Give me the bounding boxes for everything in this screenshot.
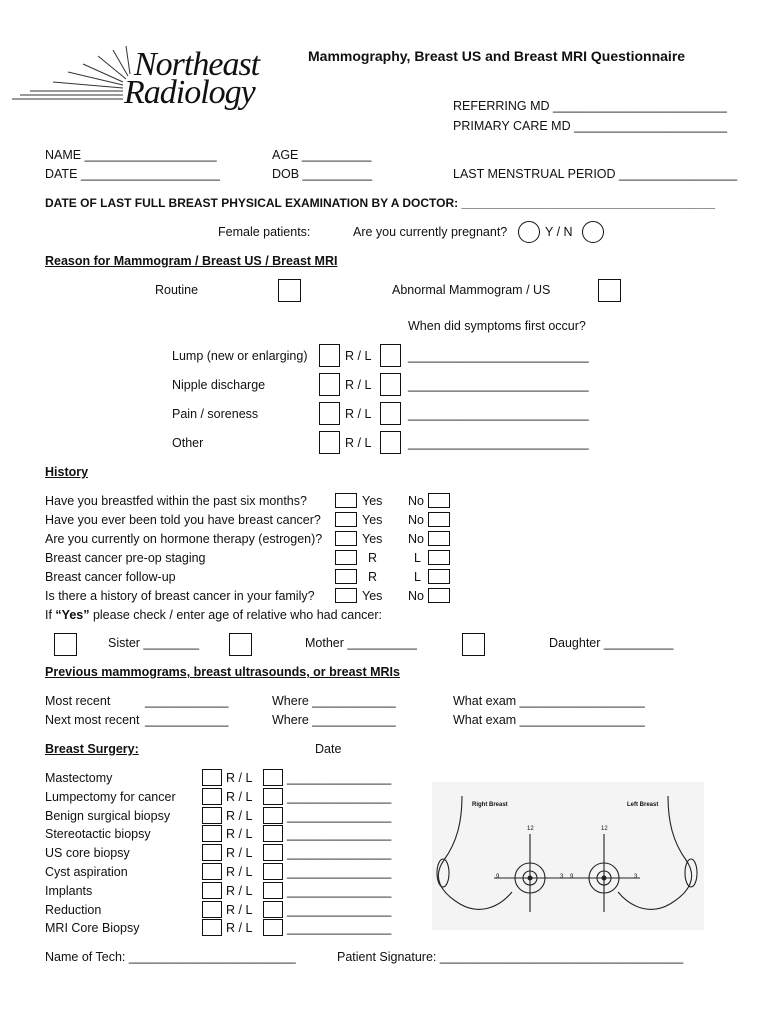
right-clock-12: 12: [527, 826, 534, 832]
surgery-label: US core biopsy: [45, 846, 130, 860]
history-option-b-checkbox[interactable]: [428, 569, 450, 584]
history-option-b-label: L: [414, 570, 421, 584]
history-question: Breast cancer follow-up: [45, 570, 176, 584]
surgery-right-checkbox[interactable]: [202, 844, 222, 861]
symptom-right-checkbox[interactable]: [319, 373, 340, 396]
surgery-date-line[interactable]: _______________: [287, 903, 392, 917]
if-yes-instruction: [45, 609, 382, 622]
surgery-date-line[interactable]: _______________: [287, 865, 392, 879]
history-option-a-checkbox[interactable]: [335, 531, 357, 546]
reason-heading: Reason for Mammogram / Breast US / Breast MRI: [45, 254, 338, 268]
left-clock-9: 9: [570, 874, 574, 880]
surgery-left-checkbox[interactable]: [263, 919, 283, 936]
rl-label: R / L: [345, 349, 372, 363]
history-question: Are you currently on hormone therapy (estrogen)?: [45, 532, 323, 546]
surgery-date-line[interactable]: _______________: [287, 884, 392, 898]
daughter-checkbox[interactable]: [462, 633, 485, 656]
surgery-date-line[interactable]: _______________: [287, 846, 392, 860]
history-option-a-label: R: [368, 570, 378, 584]
surgery-label: Benign surgical biopsy: [45, 809, 171, 823]
date-field[interactable]: DATE ____________________: [45, 167, 220, 181]
abnormal-checkbox[interactable]: [598, 279, 621, 302]
dob-field[interactable]: DOB __________: [272, 167, 373, 181]
last-exam-date-field[interactable]: DATE OF LAST FULL BREAST PHYSICAL EXAMINATION BY A DOCTOR: ______________________________________: [45, 196, 716, 210]
symptoms-question: When did symptoms first occur?: [408, 319, 586, 333]
surgery-label: Stereotactic biopsy: [45, 827, 151, 841]
tech-name-field[interactable]: Name of Tech: ________________________: [45, 950, 296, 964]
next-most-recent-where-field[interactable]: Where ____________: [272, 713, 396, 727]
surgery-date-line[interactable]: _______________: [287, 809, 392, 823]
symptom-date-line[interactable]: __________________________: [408, 349, 589, 363]
if-yes-suffix: please check / enter age of relative who had cancer:: [89, 608, 383, 622]
if-yes-bold: “Yes”: [55, 608, 90, 622]
patient-signature-field[interactable]: Patient Signature: ___________________________________: [337, 950, 684, 964]
pregnancy-question: Are you currently pregnant?: [353, 225, 508, 239]
symptom-left-checkbox[interactable]: [380, 344, 401, 367]
history-option-a-label: Yes: [362, 589, 383, 603]
history-option-b-label: No: [408, 494, 424, 508]
surgery-left-checkbox[interactable]: [263, 844, 283, 861]
symptom-left-checkbox[interactable]: [380, 431, 401, 454]
mother-field[interactable]: Mother __________: [305, 636, 417, 650]
pregnant-no-radio[interactable]: [582, 221, 604, 243]
daughter-field[interactable]: Daughter __________: [549, 636, 674, 650]
page-title: Mammography, Breast US and Breast MRI Questionnaire: [308, 48, 686, 64]
surgery-label: Reduction: [45, 903, 102, 917]
surgery-right-checkbox[interactable]: [202, 825, 222, 842]
breast-surgery-heading: Breast Surgery:: [45, 742, 139, 756]
history-option-b-label: L: [414, 551, 421, 565]
last-menstrual-period-field[interactable]: LAST MENSTRUAL PERIOD _________________: [453, 167, 738, 181]
rl-label: R / L: [226, 884, 253, 898]
history-option-b-checkbox[interactable]: [428, 512, 450, 527]
history-option-a-checkbox[interactable]: [335, 512, 357, 527]
surgery-right-checkbox[interactable]: [202, 863, 222, 880]
symptom-label: Other: [172, 436, 204, 450]
surgery-label: Cyst aspiration: [45, 865, 128, 879]
surgery-right-checkbox[interactable]: [202, 919, 222, 936]
if-yes-prefix: If: [45, 608, 56, 622]
surgery-label: Lumpectomy for cancer: [45, 790, 176, 804]
history-option-a-label: Yes: [362, 513, 383, 527]
most-recent-exam-field[interactable]: What exam __________________: [453, 694, 645, 708]
symptom-label: Pain / soreness: [172, 407, 259, 421]
next-most-recent-date-line[interactable]: ____________: [145, 713, 229, 727]
history-option-b-checkbox[interactable]: [428, 493, 450, 508]
surgery-date-line[interactable]: _______________: [287, 921, 392, 935]
surgery-left-checkbox[interactable]: [263, 901, 283, 918]
rl-label: R / L: [226, 921, 253, 935]
left-clock-3: 3: [634, 874, 638, 880]
abnormal-label: Abnormal Mammogram / US: [392, 283, 551, 297]
female-patients-label: Female patients:: [218, 225, 311, 239]
history-option-b-checkbox[interactable]: [428, 550, 450, 565]
surgery-right-checkbox[interactable]: [202, 769, 222, 786]
rl-label: R / L: [226, 809, 253, 823]
history-option-a-checkbox[interactable]: [335, 493, 357, 508]
symptom-label: Nipple discharge: [172, 378, 266, 392]
symptom-left-checkbox[interactable]: [380, 402, 401, 425]
history-heading: History: [45, 465, 89, 479]
surgery-label: Mastectomy: [45, 771, 113, 785]
next-most-recent-exam-field[interactable]: What exam __________________: [453, 713, 645, 727]
history-question: Have you breastfed within the past six months?: [45, 494, 307, 508]
routine-label: Routine: [155, 283, 199, 297]
history-option-b-label: No: [408, 589, 424, 603]
left-breast-label: Left Breast: [627, 802, 659, 808]
surgery-label: MRI Core Biopsy: [45, 921, 140, 935]
pregnancy-options-label: Y / N: [545, 225, 573, 239]
logo-text-radiology: Radiology: [124, 74, 255, 111]
surgery-left-checkbox[interactable]: [263, 788, 283, 805]
history-option-a-label: Yes: [362, 494, 383, 508]
surgery-date-line[interactable]: _______________: [287, 790, 392, 804]
rl-label: R / L: [345, 378, 372, 392]
history-option-b-checkbox[interactable]: [428, 588, 450, 603]
symptom-right-checkbox[interactable]: [319, 344, 340, 367]
surgery-left-checkbox[interactable]: [263, 863, 283, 880]
primary-care-md-field[interactable]: PRIMARY CARE MD ______________________: [453, 119, 728, 133]
surgery-right-checkbox[interactable]: [202, 882, 222, 899]
symptom-right-checkbox[interactable]: [319, 402, 340, 425]
symptom-date-line[interactable]: __________________________: [408, 407, 589, 421]
history-question: Have you ever been told you have breast cancer?: [45, 513, 321, 527]
right-clock-9: 9: [496, 874, 500, 880]
surgery-label: Implants: [45, 884, 93, 898]
rl-label: R / L: [345, 407, 372, 421]
mother-checkbox[interactable]: [229, 633, 252, 656]
surgery-right-checkbox[interactable]: [202, 788, 222, 805]
previous-exams-heading: Previous mammograms, breast ultrasounds, or breast MRIs: [45, 665, 400, 679]
most-recent-label: Most recent: [45, 694, 111, 708]
rl-label: R / L: [226, 903, 253, 917]
most-recent-date-line[interactable]: ____________: [145, 694, 229, 708]
symptom-left-checkbox[interactable]: [380, 373, 401, 396]
logo-text-northeast: Northeast: [134, 46, 260, 83]
left-clock-12: 12: [601, 826, 608, 832]
surgery-date-line[interactable]: _______________: [287, 771, 392, 785]
rl-label: R / L: [345, 436, 372, 450]
surgery-left-checkbox[interactable]: [263, 882, 283, 899]
history-option-a-checkbox[interactable]: [335, 569, 357, 584]
rl-label: R / L: [226, 790, 253, 804]
history-option-b-checkbox[interactable]: [428, 531, 450, 546]
sister-checkbox[interactable]: [54, 633, 77, 656]
history-option-b-label: No: [408, 532, 424, 546]
rl-label: R / L: [226, 865, 253, 879]
rl-label: R / L: [226, 771, 253, 785]
surgery-date-label: Date: [315, 742, 342, 756]
right-breast-label: Right Breast: [472, 802, 508, 808]
history-question: Breast cancer pre-op staging: [45, 551, 206, 565]
routine-checkbox[interactable]: [278, 279, 301, 302]
history-option-a-label: Yes: [362, 532, 383, 546]
surgery-left-checkbox[interactable]: [263, 769, 283, 786]
rl-label: R / L: [226, 846, 253, 860]
surgery-left-checkbox[interactable]: [263, 807, 283, 824]
history-question: Is there a history of breast cancer in your family?: [45, 589, 315, 603]
rl-label: R / L: [226, 827, 253, 841]
referring-md-field[interactable]: REFERRING MD _________________________: [453, 99, 727, 113]
pregnant-yes-radio[interactable]: [518, 221, 540, 243]
history-option-a-checkbox[interactable]: [335, 588, 357, 603]
history-option-a-checkbox[interactable]: [335, 550, 357, 565]
surgery-right-checkbox[interactable]: [202, 901, 222, 918]
right-clock-3: 3: [560, 874, 564, 880]
symptom-date-line[interactable]: __________________________: [408, 378, 589, 392]
surgery-right-checkbox[interactable]: [202, 807, 222, 824]
history-option-b-label: No: [408, 513, 424, 527]
symptom-date-line[interactable]: __________________________: [408, 436, 589, 450]
sister-field[interactable]: Sister ________: [108, 636, 200, 650]
symptom-label: Lump (new or enlarging): [172, 349, 308, 363]
history-option-a-label: R: [368, 551, 378, 565]
most-recent-where-field[interactable]: Where ____________: [272, 694, 396, 708]
name-field[interactable]: NAME ___________________: [45, 148, 217, 162]
surgery-date-line[interactable]: _______________: [287, 827, 392, 841]
age-field[interactable]: AGE __________: [272, 148, 372, 162]
symptom-right-checkbox[interactable]: [319, 431, 340, 454]
surgery-left-checkbox[interactable]: [263, 825, 283, 842]
next-most-recent-label: Next most recent: [45, 713, 140, 727]
